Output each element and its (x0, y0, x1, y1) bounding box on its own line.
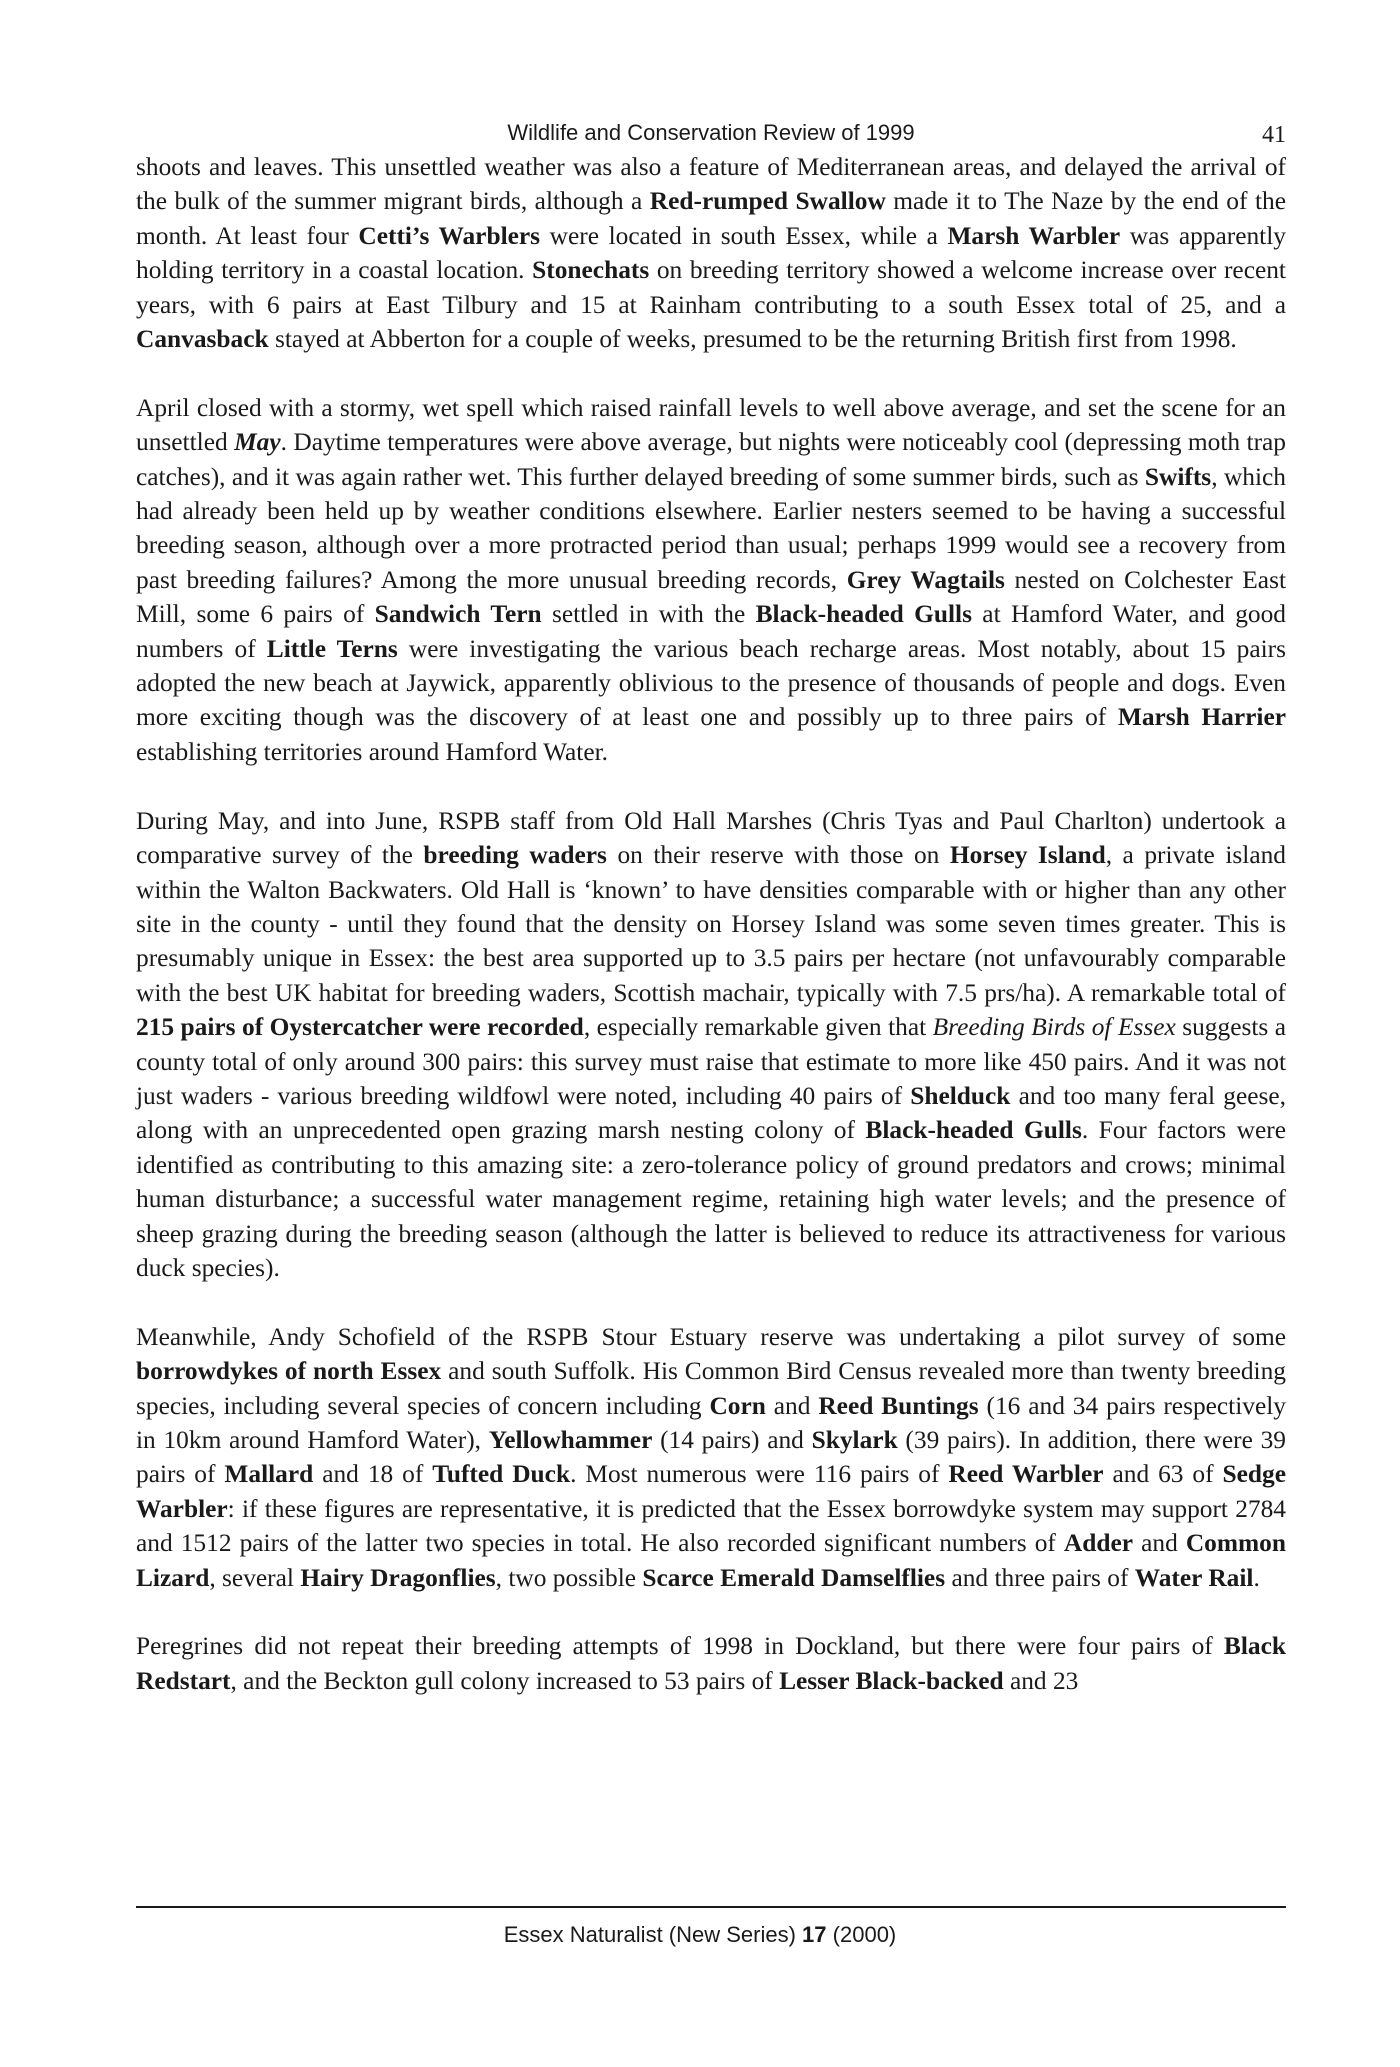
text-run: on breeding territory showed a welcome increase over recent years, with 6 pairs at East Tilbury and 15 at Rainham contributing to a south Essex total of 25, and a (136, 256, 1286, 319)
text-run: were located in south Essex, while a (540, 221, 948, 250)
species-term: Scarce Emerald Damselflies (642, 1563, 946, 1592)
text-run: During May, and into June, RSPB staff from Old Hall Marshes (Chris Tyas and Paul Charlton) undertook a comparative survey of the (136, 806, 1286, 870)
text-run: Meanwhile, Andy Schofield of the RSPB Stour Estuary reserve was undertaking a pilot survey of some (136, 1322, 1286, 1351)
species-term: Tufted Duck (432, 1460, 571, 1489)
text-run: at Hamford Water, and good numbers of (136, 600, 1286, 663)
species-term: Corn (709, 1391, 766, 1420)
text-run: and three pairs of (945, 1563, 1135, 1592)
text-run: were investigating the various beach recharge areas. Most notably, about 15 pairs adopted the new beach at Jaywick, apparently oblivious to the presence of thousands of people and dogs. Even more exciting though was the discovery of at least one and possibly up to three pairs of (136, 634, 1286, 732)
species-term: Reed Warbler (948, 1460, 1104, 1489)
species-term: Lesser Black-backed (779, 1666, 1004, 1695)
species-term: borrowdykes of north Essex (136, 1357, 442, 1386)
article-body (136, 150, 1286, 1698)
text-run: and too many feral geese, along with an unprecedented open grazing marsh nesting colony of (136, 1081, 1286, 1145)
paragraph (136, 391, 1286, 769)
species-term: Horsey Island (949, 841, 1106, 870)
page (136, 112, 1286, 1698)
book-title: Breeding Birds of Essex (932, 1013, 1176, 1042)
species-term: Black-headed Gulls (755, 600, 972, 629)
text-run: . Most numerous were 116 pairs of (570, 1460, 949, 1489)
species-term: Swifts (1144, 462, 1212, 491)
text-run: and (765, 1391, 819, 1420)
species-term: Adder (1063, 1529, 1134, 1558)
paragraph (136, 804, 1286, 1286)
text-run: , several (209, 1563, 301, 1592)
running-header (136, 112, 1286, 150)
footer-rule (136, 1906, 1286, 1908)
text-run: (14 pairs) and (652, 1425, 812, 1454)
species-term: Little Terns (266, 634, 398, 663)
species-term: Black-headed Gulls (865, 1116, 1082, 1145)
paragraph (136, 1629, 1286, 1698)
text-run: was apparently holding territory in a coastal location. (136, 221, 1286, 285)
text-run: (39 pairs). In addition, there were 39 pairs of (136, 1425, 1287, 1489)
text-run: . Daytime temperatures were above average, but nights were noticeably cool (depressing moth trap catches), and it was again rather wet. This further delayed breeding of some summer birds, such as (136, 428, 1286, 491)
species-term: Cetti’s Warblers (358, 221, 541, 250)
text-run: and 18 of (313, 1460, 433, 1489)
text-run: and 23 (1003, 1666, 1079, 1695)
species-term: Marsh Warbler (947, 221, 1121, 250)
text-run: stayed at Abberton for a couple of weeks, presumed to be the returning British first from 1998. (268, 325, 1237, 354)
species-term: Yellowhammer (488, 1425, 653, 1454)
text-run: Peregrines did not repeat their breeding attempts of 1998 in Dockland, but there were four pairs of (136, 1632, 1224, 1661)
text-run: establishing territories around Hamford Water. (136, 737, 609, 766)
text-run: and 63 of (1103, 1460, 1223, 1489)
species-term: Water Rail (1134, 1563, 1254, 1592)
text-run: on their reserve with those on (606, 841, 950, 870)
species-term: Mallard (224, 1460, 314, 1489)
page-number: 41 (1262, 122, 1286, 148)
text-run: , which had already been held up by weather conditions elsewhere. Earlier nesters seemed to be having a successful breeding season, although over a more protracted period than usual; perhaps 1999 would see a recovery from past breeding failures? Among the more unusual breeding records, (136, 462, 1286, 594)
species-term: Canvasback (136, 325, 269, 354)
species-term: breeding waders (423, 841, 607, 870)
species-term: Skylark (811, 1425, 898, 1454)
text-run: (16 and 34 pairs respectively in 10km around Hamford Water), (136, 1391, 1287, 1454)
species-term: Reed Buntings (818, 1391, 979, 1420)
species-term: Marsh Harrier (1117, 703, 1287, 732)
text-run: settled in with the (541, 600, 756, 629)
journal-name: Essex Naturalist (New Series) (503, 1922, 796, 1947)
text-run: made it to The Naze by the end of the month. At least four (136, 187, 1286, 250)
species-term: Stonechats (532, 256, 650, 285)
text-run: . (1253, 1563, 1260, 1592)
footer-citation (0, 1922, 1400, 1948)
text-run: : if these figures are representative, it is predicted that the Essex borrowdyke system may support 2784 and 1512 pairs of the latter two species in total. He also recorded significant numbers of (136, 1494, 1286, 1558)
text-run: , and the Beckton gull colony increased to 53 pairs of (230, 1666, 780, 1695)
emphasis-term: May (234, 428, 281, 457)
species-term: Sandwich Tern (374, 600, 542, 629)
publication-year: (2000) (832, 1922, 897, 1947)
species-term: Sedge Warbler (136, 1460, 1286, 1523)
text-run: and south Suffolk. His Common Bird Census revealed more than twenty breeding species, including several species of concern including (136, 1357, 1286, 1420)
species-term: 215 pairs of Oystercatcher were recorded (136, 1013, 584, 1042)
running-title: Wildlife and Conservation Review of 1999 (507, 120, 915, 145)
text-run: April closed with a stormy, wet spell which raised rainfall levels to well above average, and set the scene for an unsettled (136, 393, 1286, 457)
species-term: Grey Wagtails (846, 565, 1005, 594)
paragraph (136, 150, 1286, 356)
species-term: Shelduck (910, 1081, 1011, 1110)
text-run: nested on Colchester East Mill, some 6 pairs of (136, 565, 1287, 629)
text-run: and (1133, 1529, 1186, 1558)
species-term: Hairy Dragonflies (300, 1563, 496, 1592)
text-run: . Four factors were identified as contributing to this amazing site: a zero-tolerance policy of ground predators and crows; minimal human disturbance; a successful water management regime, retaining high water levels; and the presence of sheep grazing during the breeding season (although the latter is believed to reduce its attractiveness for various duck species). (136, 1116, 1286, 1282)
text-run: , especially remarkable given that (583, 1013, 933, 1042)
species-term: Black Redstart (136, 1632, 1286, 1695)
volume-number: 17 (802, 1922, 827, 1947)
text-run: shoots and leaves. This unsettled weather was also a feature of Mediterranean areas, and delayed the arrival of the bulk of the summer migrant birds, although a (136, 153, 1286, 216)
paragraph (136, 1320, 1286, 1595)
text-run: , a private island within the Walton Backwaters. Old Hall is ‘known’ to have densities comparable with or higher than any other site in the county - until they found that the density on Horsey Island was some seven times greater. This is presumably unique in Essex: the best area supported up to 3.5 pairs per hectare (not unfavourably comparable with the best UK habitat for breeding waders, Scottish machair, typically with 7.5 prs/ha). A remarkable total of (136, 841, 1286, 1007)
species-term: Common Lizard (136, 1529, 1286, 1592)
text-run: , two possible (495, 1563, 643, 1592)
text-run: suggests a county total of only around 300 pairs: this survey must raise that estimate to more like 450 pairs. And it was not just waders - various breeding wildfowl were noted, including 40 pairs of (136, 1013, 1286, 1110)
species-term: Red-rumped Swallow (649, 187, 886, 216)
